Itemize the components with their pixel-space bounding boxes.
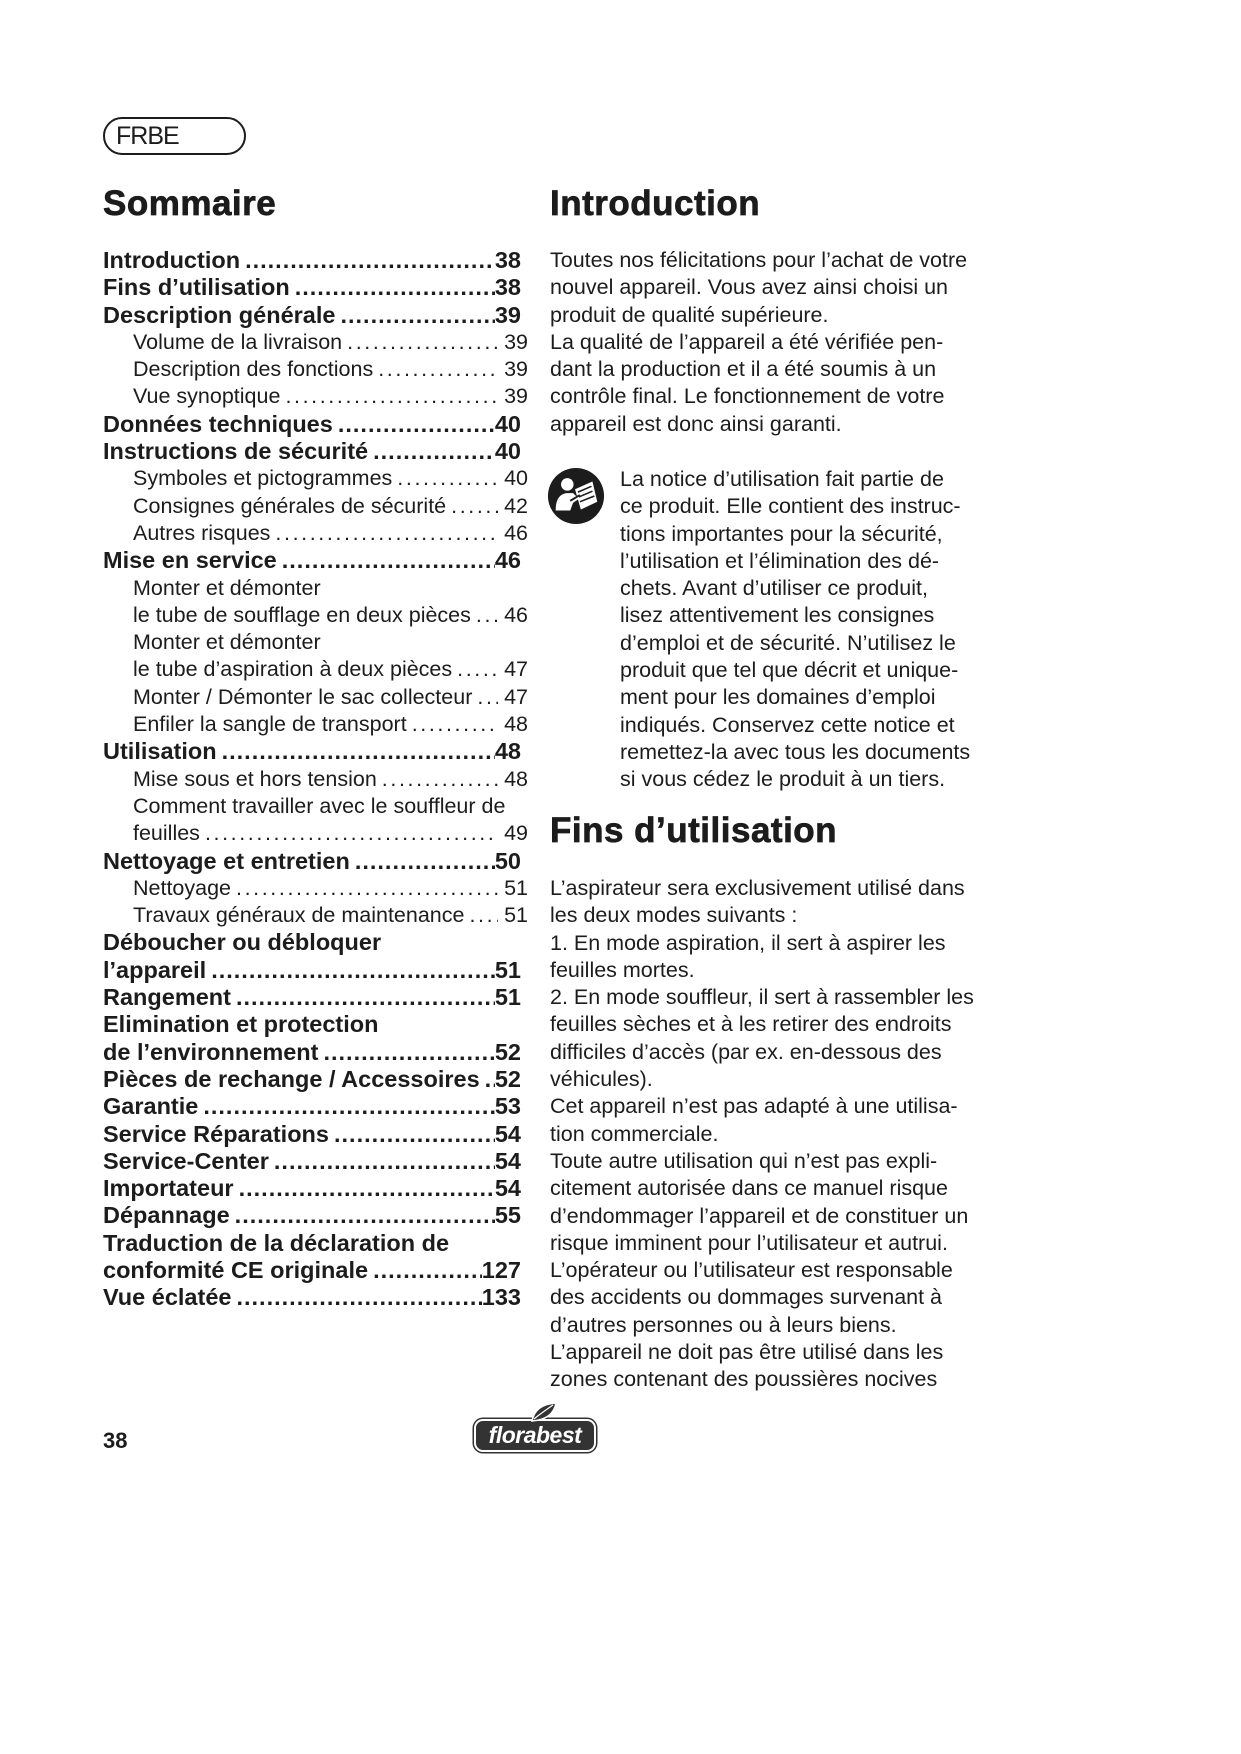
toc-entry-page: 49: [504, 821, 528, 846]
toc-entry-label: Monter / Démonter le sac collecteur: [133, 684, 473, 709]
text-line: zones contenant des poussières nocives: [550, 1367, 938, 1392]
leaf-icon: [530, 1402, 558, 1422]
toc-entry: [133, 383, 528, 410]
toc-entry-label: Monter et démonter: [133, 630, 321, 655]
toc-entry-label: Monter et démonter: [133, 575, 321, 600]
toc-entry: [133, 520, 528, 547]
toc-entry-label: Introduction: [103, 247, 241, 273]
toc-entry-label: Enfiler la sangle de transport: [133, 712, 407, 737]
text-line: feuilles sèches et à les retirer des endroits: [550, 1012, 952, 1037]
toc-entry-page: 47: [504, 684, 528, 709]
toc-entry-label: Symboles et pictogrammes: [133, 466, 393, 491]
toc-entry-label: Description des fonctions: [133, 357, 374, 382]
toc-dot-leader: [373, 1257, 482, 1284]
toc-entry-page: 51: [504, 903, 528, 928]
toc-entry: [133, 820, 528, 847]
toc-entry: [133, 493, 528, 520]
toc-entry-label: le tube de soufflage en deux pièces: [133, 602, 471, 627]
intended-use-heading: Fins d’utilisation: [550, 811, 838, 850]
text-line: véhicules).: [550, 1067, 653, 1092]
toc-entry: [103, 1039, 521, 1066]
text-line: d’endommager l’appareil et de constituer un: [550, 1203, 969, 1228]
toc-entry: [133, 875, 528, 902]
toc-entry-page: 38: [494, 247, 521, 273]
toc-entry-label: feuilles: [133, 821, 200, 846]
toc-dot-leader: [382, 766, 498, 793]
toc-entry-label: Déboucher ou débloquer: [103, 929, 382, 956]
toc-dot-leader: [338, 411, 495, 438]
toc-dot-leader: [476, 602, 498, 629]
toc-entry: [103, 1202, 521, 1229]
toc-entry-label: Garantie: [103, 1093, 199, 1120]
toc-entry-page: 39: [494, 301, 521, 328]
toc-dot-leader: [245, 247, 495, 274]
toc-dot-leader: [334, 1121, 495, 1148]
text-line: 2. En mode souffleur, il sert à rassembler les: [550, 985, 974, 1010]
text-line: l’utilisation et l’élimination des dé-: [620, 548, 940, 573]
language-badge: [103, 117, 246, 155]
toc-dot-leader: [378, 356, 498, 383]
text-line: d’emploi et de sécurité. N’utilisez le: [620, 630, 956, 655]
toc-entry-page: 50: [494, 847, 521, 874]
introduction-paragraph: [550, 247, 967, 438]
intended-use-paragraph: [550, 875, 974, 1394]
text-line: La notice d’utilisation fait partie de: [620, 467, 944, 491]
toc-dot-leader: [211, 957, 495, 984]
toc-entry-label: Nettoyage et entretien: [103, 847, 350, 874]
text-line: tion commerciale.: [550, 1121, 719, 1146]
toc-entry: [133, 656, 528, 683]
toc-dot-leader: [469, 902, 498, 929]
toc-entry: [133, 766, 528, 793]
toc-entry-page: 46: [504, 520, 528, 545]
toc-entry-page: 48: [504, 766, 528, 791]
text-line: remettez-la avec tous les documents: [620, 739, 971, 764]
toc-entry-page: 48: [504, 712, 528, 737]
toc-entry: [133, 902, 528, 929]
text-line: chets. Avant d’utiliser ce produit,: [620, 576, 928, 601]
toc-entry-page: 51: [494, 956, 521, 983]
toc-entry: [103, 274, 521, 301]
text-line: contrôle final. Le fonctionnement de votre: [550, 384, 945, 409]
toc-entry-label: Rangement: [103, 984, 231, 1011]
toc-dot-leader: [477, 684, 498, 711]
toc-entry-label: Fins d’utilisation: [103, 274, 290, 301]
toc-entry-label: Dépannage: [103, 1202, 230, 1229]
text-line: citement autorisée dans ce manuel risque: [550, 1176, 948, 1201]
toc-entry-label: Service Réparations: [103, 1120, 329, 1147]
toc-dot-leader: [235, 1202, 495, 1229]
language-code: FRBE: [116, 122, 179, 150]
toc-dot-leader: [457, 656, 498, 683]
toc-dot-leader: [373, 438, 495, 465]
toc-entry-page: 53: [494, 1093, 521, 1120]
toc-entry: [133, 575, 528, 602]
text-line: difficiles d’accès (par ex. en-dessous des: [550, 1039, 942, 1064]
toc-entry-page: 127: [481, 1256, 521, 1283]
text-line: L’aspirateur sera exclusivement utilisé dans: [550, 876, 965, 900]
toc-entry-page: 40: [494, 410, 521, 437]
toc-dot-leader: [236, 984, 495, 1011]
text-line: lisez attentivement les consignes: [620, 603, 935, 628]
toc-entry-page: 52: [494, 1065, 521, 1092]
text-line: dant la production et il a été soumis à un: [550, 357, 937, 382]
toc-entry-page: 51: [494, 984, 521, 1011]
safety-notice-paragraph: [620, 466, 970, 794]
toc-entry: [133, 465, 528, 492]
toc-entry-label: Mise sous et hors tension: [133, 766, 377, 791]
toc-dot-leader: [285, 383, 498, 410]
toc-entry-page: 52: [494, 1038, 521, 1065]
toc-entry-page: 54: [494, 1147, 521, 1174]
text-line: les deux modes suivants :: [550, 903, 798, 928]
toc-dot-leader: [340, 302, 494, 329]
toc-entry: [133, 329, 528, 356]
toc-entry-label: Vue éclatée: [103, 1284, 232, 1311]
text-line: 1. En mode aspiration, il sert à aspirer les: [550, 930, 946, 955]
toc-dot-leader: [205, 820, 498, 847]
toc-entry: [103, 547, 521, 574]
toc-entry-page: 47: [504, 657, 528, 682]
toc-entry-label: Importateur: [103, 1175, 234, 1202]
read-manual-icon: [547, 467, 605, 525]
toc-entry-label: Pièces de rechange / Accessoires: [103, 1065, 480, 1092]
toc-dot-leader: [203, 1093, 495, 1120]
toc-entry-label: l’appareil: [103, 956, 207, 983]
toc-entry-page: 39: [504, 329, 528, 354]
toc-dot-leader: [451, 493, 498, 520]
toc-dot-leader: [323, 1039, 494, 1066]
table-of-contents: [103, 247, 528, 1312]
toc-entry: [103, 1121, 521, 1148]
toc-entry-label: Service-Center: [103, 1147, 269, 1174]
page-number: 38: [103, 1428, 128, 1453]
text-line: appareil est donc ainsi garanti.: [550, 411, 842, 436]
toc-entry-page: 55: [494, 1202, 521, 1229]
toc-entry-label: Traduction de la déclaration de: [103, 1229, 450, 1256]
text-line: L’opérateur ou l’utilisateur est responsable: [550, 1258, 953, 1283]
toc-entry-page: 40: [494, 438, 521, 465]
toc-entry: [133, 629, 528, 656]
toc-entry: [133, 711, 528, 738]
toc-entry: [103, 1257, 521, 1284]
toc-entry-page: 133: [481, 1284, 521, 1311]
toc-dot-leader: [275, 520, 498, 547]
text-line: produit que tel que décrit et unique-: [620, 658, 959, 683]
toc-entry-label: Description générale: [103, 301, 336, 328]
toc-entry-page: 54: [494, 1120, 521, 1147]
toc-entry: [103, 848, 521, 875]
brand-logo-box: [474, 1419, 596, 1452]
toc-dot-leader: [485, 1066, 495, 1093]
toc-entry-label: conformité CE originale: [103, 1256, 369, 1283]
toc-dot-leader: [355, 848, 495, 875]
text-line: Cet appareil n’est pas adapté à une utilisa-: [550, 1094, 958, 1119]
text-line: Toute autre utilisation qui n’est pas expli-: [550, 1148, 938, 1173]
toc-entry-label: Instructions de sécurité: [103, 438, 369, 465]
toc-entry-page: 51: [504, 875, 528, 900]
toc-entry-label: Comment travailler avec le souffleur de: [133, 793, 506, 818]
toc-entry: [103, 302, 521, 329]
toc-entry-page: 54: [494, 1175, 521, 1202]
toc-dot-leader: [239, 1175, 495, 1202]
text-line: produit de qualité supérieure.: [550, 302, 829, 327]
toc-entry: [103, 1230, 521, 1257]
toc-entry-label: Mise en service: [103, 547, 277, 574]
toc-entry: [103, 1148, 521, 1175]
toc-entry: [103, 929, 521, 956]
toc-entry: [103, 1066, 521, 1093]
toc-entry-page: 38: [494, 274, 521, 301]
toc-entry: [103, 438, 521, 465]
text-line: La qualité de l’appareil a été vérifiée pen-: [550, 329, 944, 354]
brand-name: florabest: [488, 1422, 582, 1448]
toc-dot-leader: [295, 274, 495, 301]
text-line: d’autres personnes ou à leurs biens.: [550, 1312, 897, 1337]
toc-entry-page: 39: [504, 384, 528, 409]
toc-entry: [103, 247, 521, 274]
toc-entry-label: Nettoyage: [133, 875, 232, 900]
toc-entry: [103, 1175, 521, 1202]
toc-entry-page: 46: [494, 547, 521, 574]
toc-entry: [103, 738, 521, 765]
toc-dot-leader: [397, 465, 498, 492]
toc-entry-label: Consignes générales de sécurité: [133, 493, 447, 518]
toc-entry-page: 48: [494, 738, 521, 765]
text-line: des accidents ou dommages survenant à: [550, 1285, 943, 1310]
text-line: nouvel appareil. Vous avez ainsi choisi un: [550, 275, 949, 300]
toc-entry: [103, 984, 521, 1011]
brand-logo: [474, 1419, 596, 1452]
toc-entry: [103, 1284, 521, 1311]
toc-entry-label: de l’environnement: [103, 1038, 319, 1065]
toc-entry-label: Vue synoptique: [133, 384, 281, 409]
text-line: feuilles mortes.: [550, 957, 695, 982]
text-line: risque imminent pour l’utilisateur et autrui.: [550, 1230, 948, 1255]
toc-entry: [103, 957, 521, 984]
text-line: ment pour les domaines d’emploi: [620, 685, 936, 710]
toc-entry-page: 46: [504, 602, 528, 627]
toc-dot-leader: [282, 547, 495, 574]
toc-entry: [103, 411, 521, 438]
text-line: si vous cédez le produit à un tiers.: [620, 767, 946, 792]
toc-entry: [133, 356, 528, 383]
toc-entry-page: 40: [504, 466, 528, 491]
text-line: tions importantes pour la sécurité,: [620, 521, 943, 546]
toc-entry-label: Autres risques: [133, 520, 271, 545]
toc-entry: [103, 1011, 521, 1038]
introduction-heading: Introduction: [550, 184, 761, 223]
toc-entry: [133, 684, 528, 711]
toc-entry-label: Utilisation: [103, 738, 217, 765]
toc-dot-leader: [274, 1148, 495, 1175]
toc-dot-leader: [236, 1284, 481, 1311]
toc-dot-leader: [222, 738, 495, 765]
toc-entry: [133, 602, 528, 629]
toc-entry-page: 42: [504, 493, 528, 518]
text-line: ce produit. Elle contient des instruc-: [620, 494, 961, 519]
toc-dot-leader: [412, 711, 498, 738]
text-line: indiqués. Conservez cette notice et: [620, 712, 955, 737]
text-line: Toutes nos félicitations pour l’achat de votre: [550, 248, 968, 272]
toc-entry: [133, 793, 528, 820]
toc-entry-label: Données techniques: [103, 410, 333, 437]
toc-title: Sommaire: [103, 184, 277, 223]
toc-entry-label: le tube d’aspiration à deux pièces: [133, 657, 453, 682]
toc-entry-page: 39: [504, 357, 528, 382]
text-line: L’appareil ne doit pas être utilisé dans les: [550, 1340, 944, 1365]
toc-entry-label: Volume de la livraison: [133, 329, 343, 354]
toc-entry: [103, 1093, 521, 1120]
toc-dot-leader: [347, 329, 498, 356]
toc-dot-leader: [236, 875, 498, 902]
toc-entry-label: Elimination et protection: [103, 1011, 379, 1038]
toc-entry-label: Travaux généraux de maintenance: [133, 903, 465, 928]
